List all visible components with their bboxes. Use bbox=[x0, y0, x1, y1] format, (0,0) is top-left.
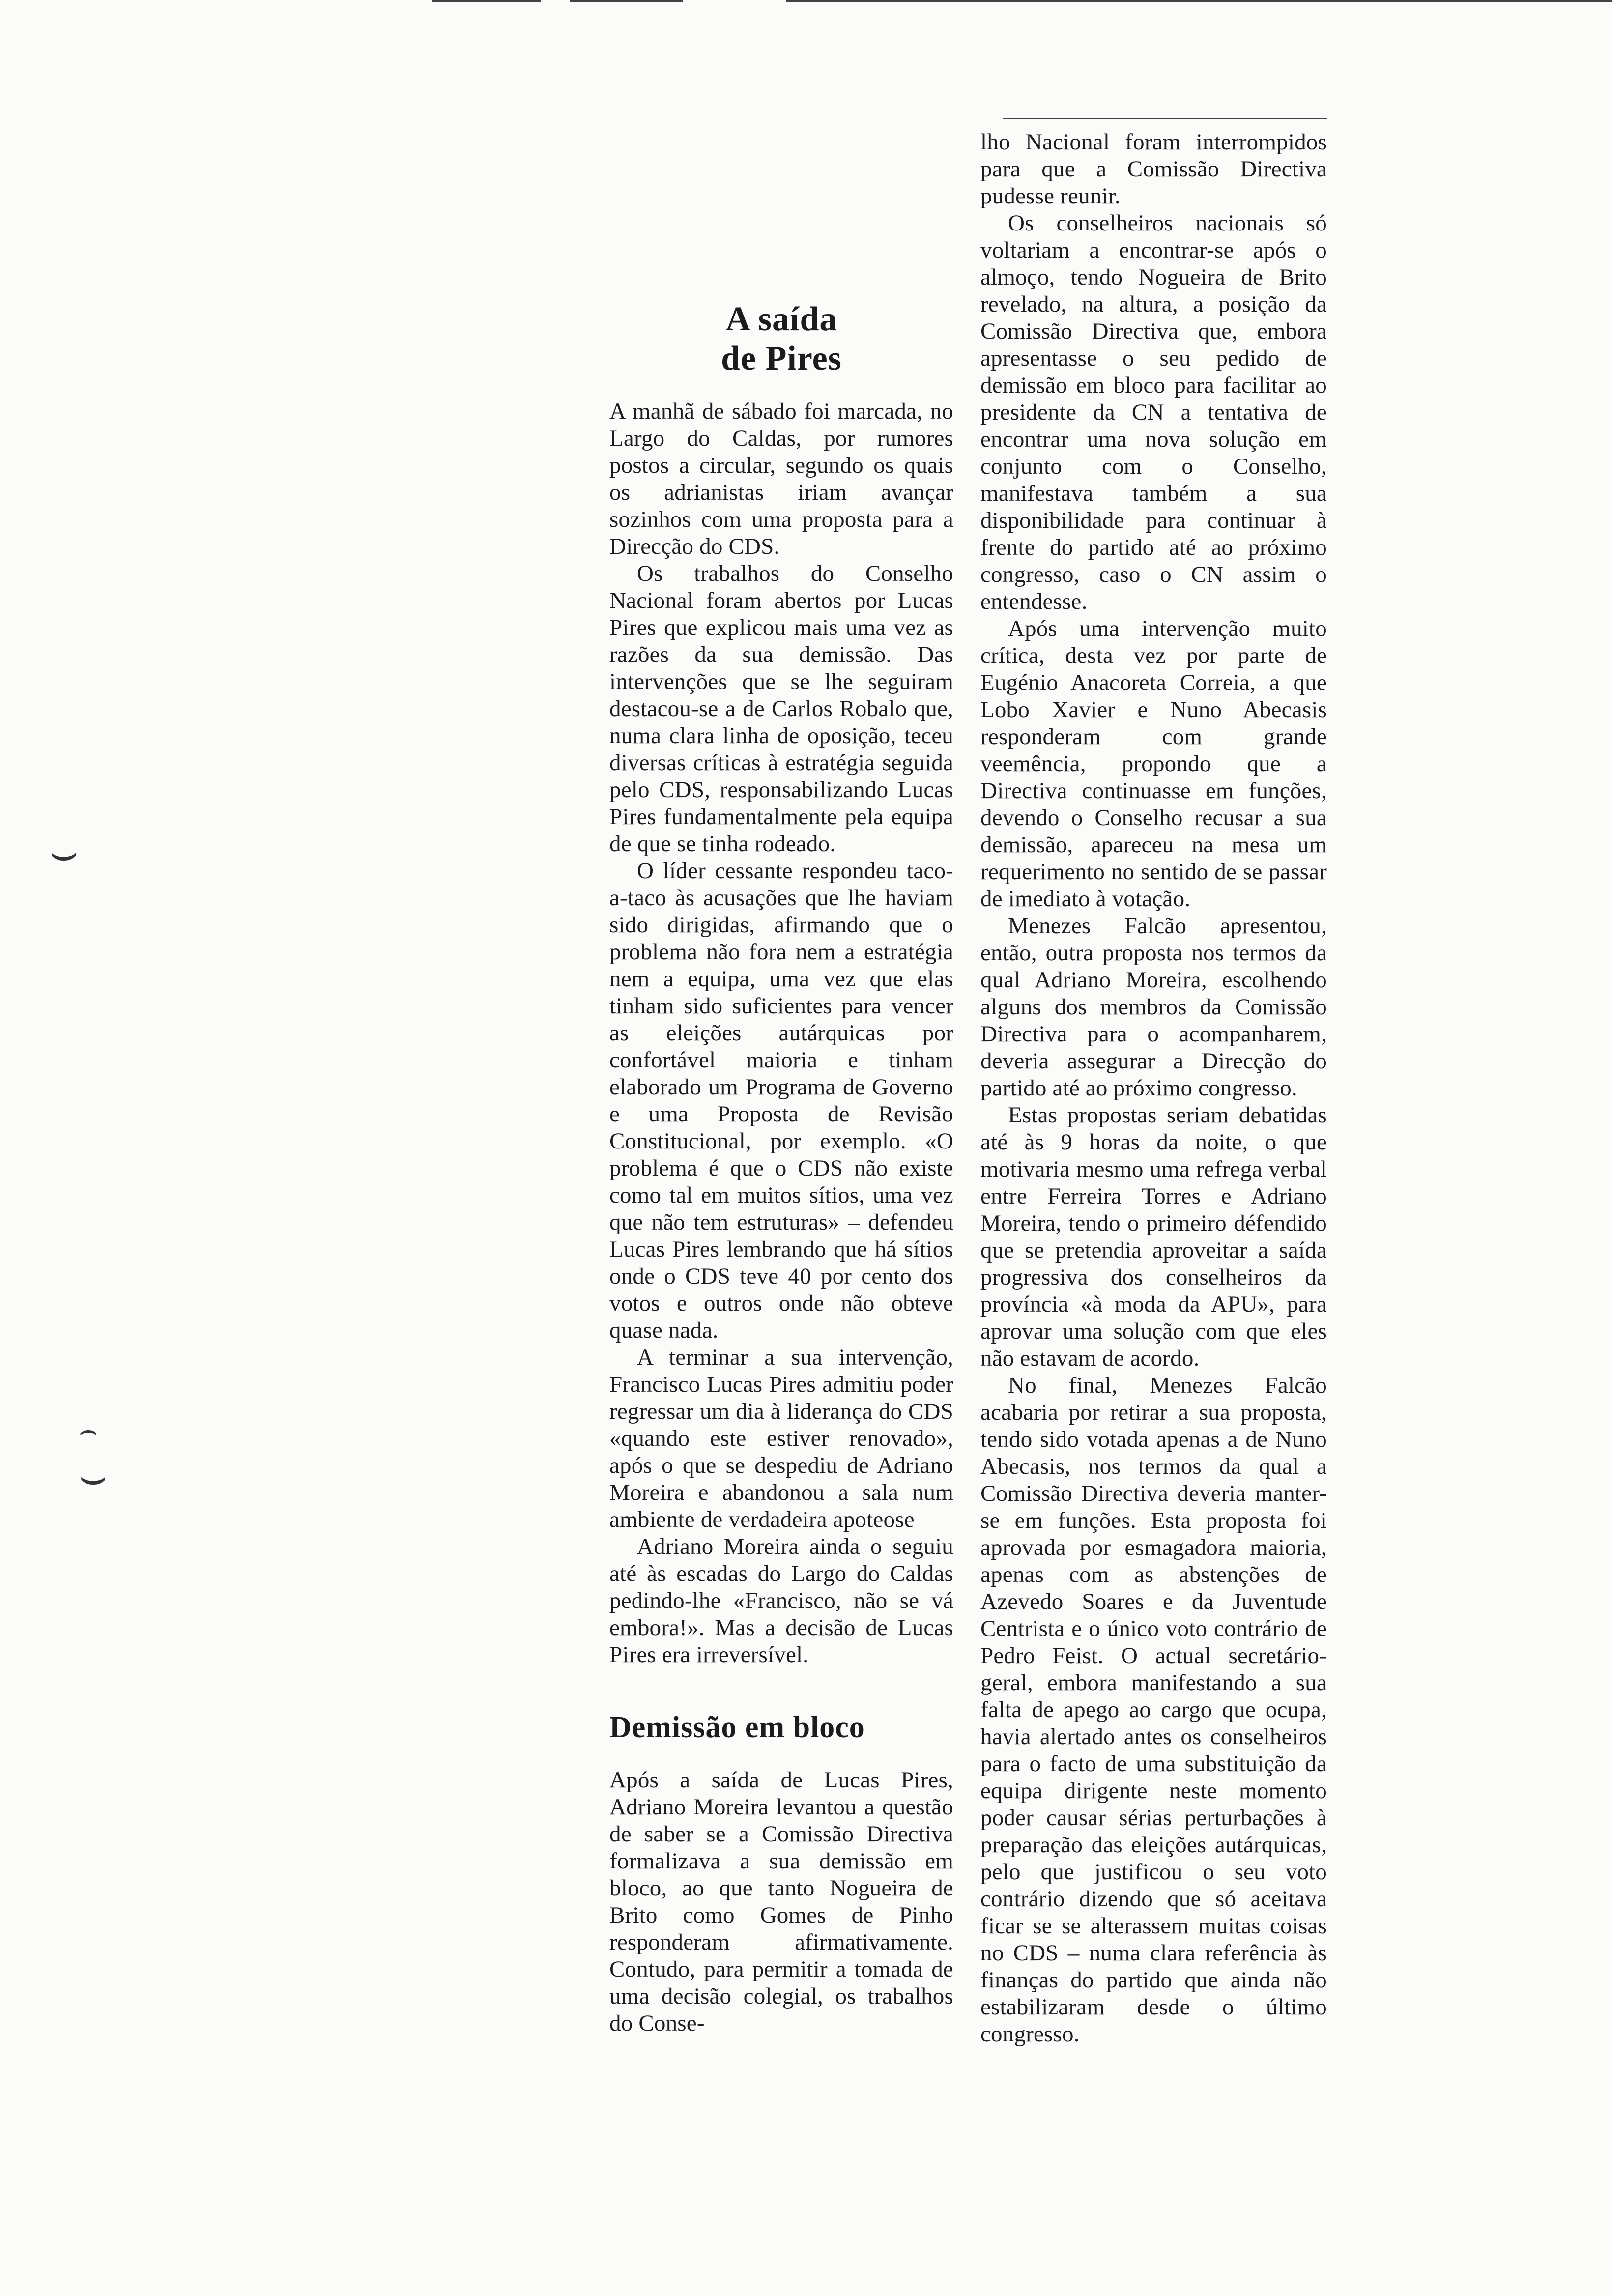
headline bbox=[609, 300, 953, 378]
article-column-left bbox=[609, 300, 953, 2037]
headline-line-2: de Pires bbox=[721, 340, 842, 377]
top-rule-middle bbox=[570, 0, 683, 2]
paragraph: Após a saída de Lucas Pires, Adriano Moreira levantou a questão de saber se a Comissão Directiva formalizava a sua demissão em bloco, ao que tanto Nogueira de Brito como Gomes de Pinho responderam afirmativamente. Contudo, para permitir a tomada de uma decisão colegial, os trabalhos do Conse- bbox=[609, 1767, 953, 2036]
paragraph: O líder cessante respondeu taco-a-taco às acusações que lhe haviam sido dirigidas, afirmando que o problema não fora nem a estratégia nem a equipa, uma vez que elas tinham sido suficientes para vencer as eleições autárquicas por confortável maioria e tinham elaborado um Programa de Governo e uma Proposta de Revisão Constitucional, por exemplo. «O problema é que o CDS não existe como tal em muitos sítios, uma vez que não tem estruturas» – defendeu Lucas Pires lembrando que há sítios onde o CDS teve 40 por cento dos votos e outros onde não obteve quase nada. bbox=[609, 858, 953, 1343]
top-rule-right bbox=[786, 0, 1612, 2]
paragraph: Adriano Moreira ainda o seguiu até às escadas do Largo do Caldas pedindo-lhe «Francisco, não se vá embora!». Mas a decisão de Lucas Pires era irreversível. bbox=[609, 1534, 953, 1667]
paragraph: A terminar a sua intervenção, Francisco Lucas Pires admitiu poder regressar um dia à liderança do CDS «quando este estiver renovado», após o que se despediu de Adriano Moreira e abandonou a sala num ambiente de verdadeira apoteose bbox=[609, 1345, 953, 1532]
binding-mark-2: ⌢ bbox=[79, 1413, 98, 1447]
paragraph: No final, Menezes Falcão acabaria por retirar a sua proposta, tendo sido votada apenas a de Nuno Abecasis, nos termos da qual a Comissão Directiva deveria manter-se em funções. Esta proposta foi aprovada por esmagadora maioria, apenas com as abstenções de Azevedo Soares e da Juventude Centrista e o único voto contrário de Pedro Feist. O actual secretário-geral, embora manifestando a sua falta de apego ao cargo que ocupa, havia alertado antes os conselheiros para o facto de uma substituição da equipa dirigente neste momento poder causar sérias perturbações à preparação das eleições autárquicas, pelo que justificou o seu voto contrário dizendo que só aceitava ficar se se alterassem muitas coisas no CDS – numa clara referência às finanças do partido que ainda não estabilizaram desde o último congresso. bbox=[980, 1373, 1327, 2047]
paragraph: A manhã de sábado foi marcada, no Largo do Caldas, por rumores postos a circular, segundo os quais os adrianistas iriam avançar sozinhos com uma proposta para a Direcção do CDS. bbox=[609, 399, 953, 559]
binding-mark-1: ⌣ bbox=[49, 827, 79, 878]
article-column-right bbox=[980, 129, 1327, 2048]
paragraph: Estas propostas seriam debatidas até às 9 horas da noite, o que motivaria mesmo uma refrega verbal entre Ferreira Torres e Adriano Moreira, tendo o primeiro défendido que se pretendia aproveitar a saída progressiva dos conselheiros da província «à moda da APU», para aprovar uma solução com que eles não estavam de acordo. bbox=[980, 1102, 1327, 1371]
paragraph: Os conselheiros nacionais só voltariam a encontrar-se após o almoço, tendo Nogueira de Brito revelado, na altura, a posição da Comissão Directiva que, embora apresentasse o seu pedido de demissão em bloco para facilitar ao presidente da CN a tentativa de encontrar uma nova solução em conjunto com o Conselho, manifestava também a sua disponibilidade para continuar à frente do partido até ao próximo congresso, caso o CN assim o entendesse. bbox=[980, 210, 1327, 614]
paragraph: Os trabalhos do Conselho Nacional foram abertos por Lucas Pires que explicou mais uma vez as razões da sua demissão. Das intervenções que se lhe seguiram destacou-se a de Carlos Robalo que, numa clara linha de oposição, teceu diversas críticas à estratégia seguida pelo CDS, responsabilizando Lucas Pires fundamentalmente pela equipa de que se tinha rodeado. bbox=[609, 561, 953, 857]
paragraph: Menezes Falcão apresentou, então, outra proposta nos termos da qual Adriano Moreira, escolhendo alguns dos membros da Comissão Directiva para o acompanharem, deveria assegurar a Direcção do partido até ao próximo congresso. bbox=[980, 913, 1327, 1101]
paragraph: Após uma intervenção muito crítica, desta vez por parte de Eugénio Anacoreta Correia, a que Lobo Xavier e Nuno Abecasis responderam com grande veemência, propondo que a Directiva continuasse em funções, devendo o Conselho recusar a sua demissão, apareceu na mesa um requerimento no sentido de se passar de imediato à votação. bbox=[980, 616, 1327, 912]
paragraph: lho Nacional foram interrompidos para que a Comissão Directiva pudesse reunir. bbox=[980, 129, 1327, 209]
column-top-rule bbox=[1003, 118, 1327, 119]
binding-mark-3: ⌣ bbox=[79, 1451, 108, 1502]
subheading: Demissão em bloco bbox=[609, 1711, 865, 1744]
headline-line-1: A saída bbox=[725, 300, 837, 338]
top-rule-left bbox=[432, 0, 541, 2]
